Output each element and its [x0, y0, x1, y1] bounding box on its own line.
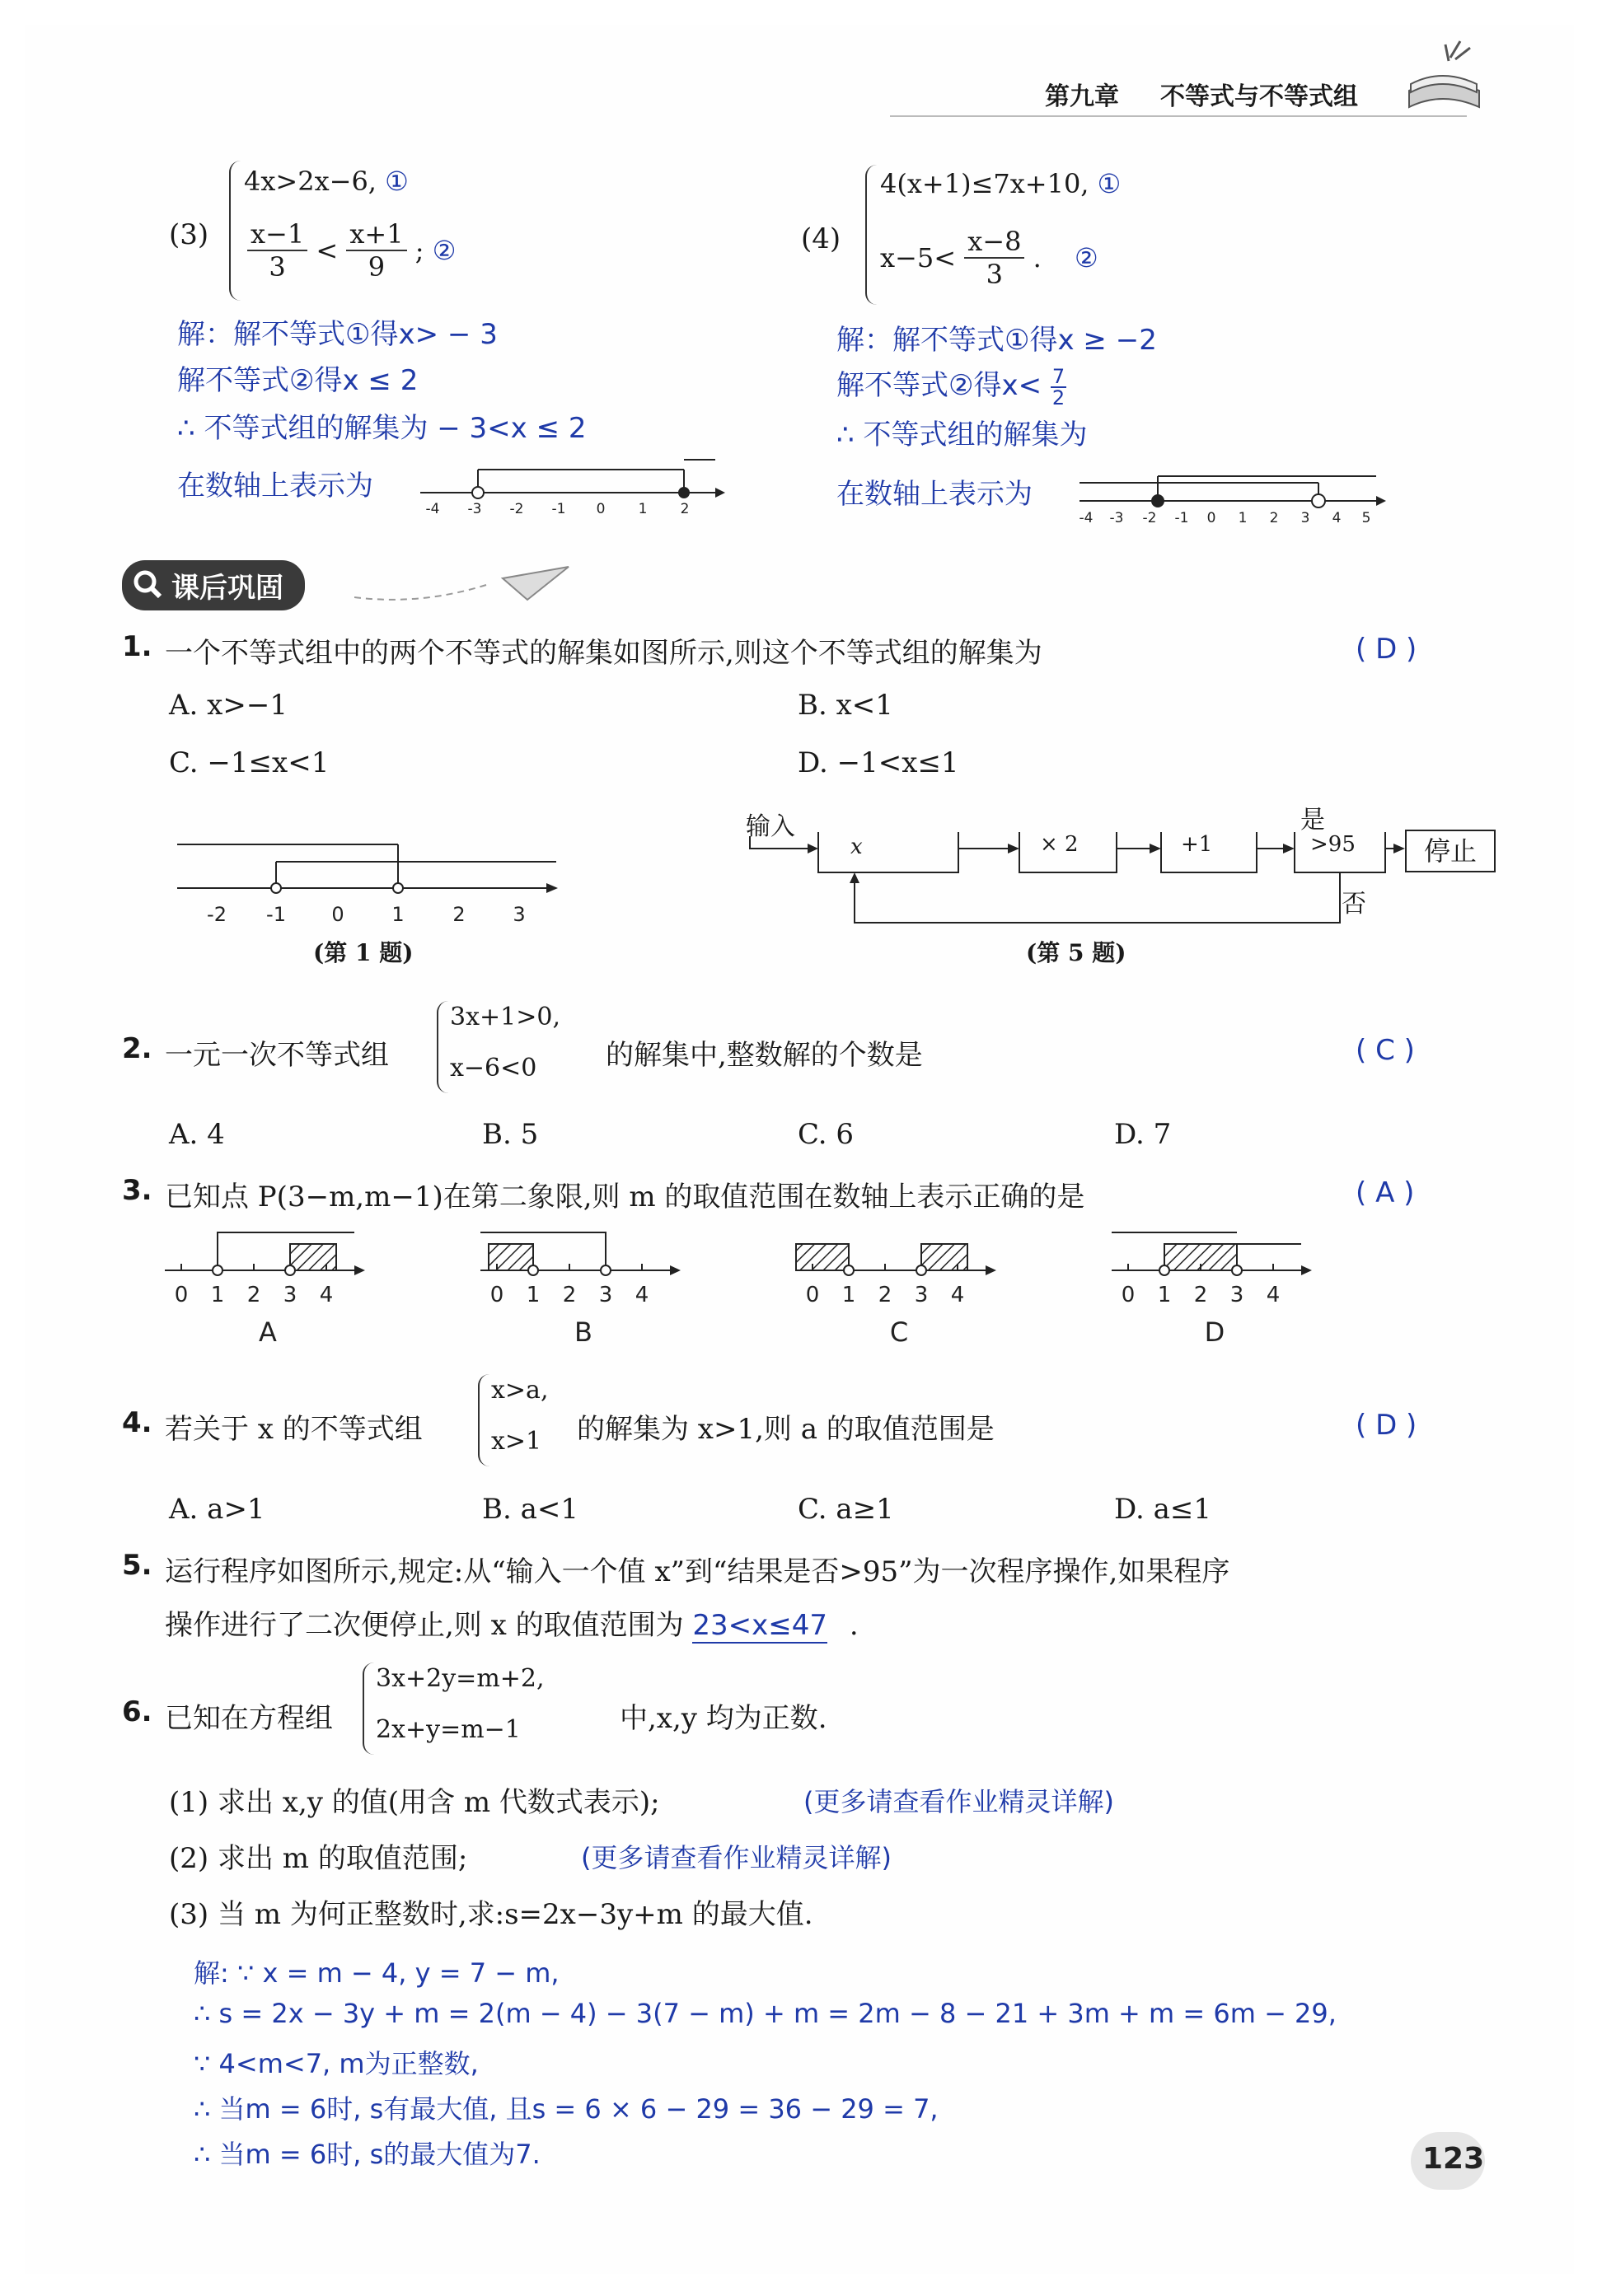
- q1-number-line: [169, 832, 564, 931]
- q5-line2-row: [165, 1602, 859, 1643]
- q2-post: 的解集中,整数解的个数是: [606, 1039, 923, 1072]
- flow-box-times2: × 2: [1040, 832, 1079, 857]
- p4-brace: [865, 165, 878, 305]
- book-icon: [1401, 33, 1492, 124]
- p3-sol1: 解：解不等式①得x> − 3: [177, 318, 498, 351]
- q6-brace: [363, 1662, 376, 1755]
- q4-system: [478, 1374, 577, 1466]
- p4-tick: -3: [1109, 510, 1124, 526]
- q1-tick: 3: [513, 903, 526, 926]
- q1-tick: 0: [331, 903, 344, 926]
- q4-pre: 若关于 x 的不等式组: [165, 1413, 423, 1446]
- q4-post: 的解集为 x>1,则 a 的取值范围是: [577, 1413, 995, 1446]
- q1-number: 1.: [122, 630, 152, 663]
- p3-tick: -2: [509, 501, 524, 517]
- q5-line2: 操作进行了二次便停止,则 x 的取值范围为: [165, 1609, 684, 1642]
- p4-sol2-den: 2: [1051, 386, 1065, 409]
- q6-sub1-answer: (更多请查看作业精灵详解): [803, 1786, 1114, 1817]
- p3-eq1-mark: ①: [385, 166, 409, 197]
- p4-eq2-num: x−8: [964, 226, 1024, 259]
- q2-option-a: A. 4: [169, 1118, 225, 1151]
- q3-tick: 2: [1193, 1283, 1208, 1307]
- p3-eq2-left-num: x−1: [247, 218, 307, 251]
- q2-option-b: B. 5: [482, 1118, 539, 1151]
- q6-solution-line: ∴ 当m = 6时, s的最大值为7.: [194, 2139, 541, 2170]
- chapter-title: 不等式与不等式组: [1160, 82, 1358, 111]
- q1-option-d: D. −1<x≤1: [798, 746, 959, 779]
- q4-answer: ( D ): [1356, 1409, 1417, 1442]
- q6-eq1: 3x+2y=m+2,: [376, 1664, 545, 1693]
- p4-tick: 3: [1300, 510, 1310, 526]
- q3-tick: 2: [562, 1283, 577, 1307]
- p4-tick: -4: [1079, 510, 1094, 526]
- p3-sol3: ∴ 不等式组的解集为 − 3<x ≤ 2: [177, 412, 587, 445]
- q2-brace: [437, 1001, 450, 1093]
- flow-no-label: 否: [1342, 890, 1366, 919]
- q3-tick: 0: [805, 1283, 820, 1307]
- q3-number: 3.: [122, 1174, 152, 1207]
- p4-tick: 2: [1269, 510, 1279, 526]
- p4-eq2-tail: .: [1033, 242, 1042, 274]
- q4-eq2: x>1: [491, 1427, 542, 1456]
- q3-label-a: A: [259, 1316, 277, 1348]
- p4-eq1-mark: ①: [1097, 168, 1122, 199]
- q4-eq1: x>a,: [491, 1376, 549, 1405]
- p3-tick: 0: [596, 501, 606, 517]
- q3-option-c-line: [796, 1244, 996, 1275]
- q3-tick: 4: [1266, 1283, 1281, 1307]
- p4-eq1: 4(x+1)≤7x+10,: [880, 168, 1089, 199]
- q4-brace: [478, 1374, 491, 1466]
- p3-eq2-mark: ②: [432, 235, 457, 266]
- q1-tick: 1: [391, 903, 405, 926]
- p4-sol4: 在数轴上表示为: [836, 478, 1033, 511]
- q6-sub1: (1) 求出 x,y 的值(用含 m 代数式表示);: [169, 1786, 660, 1819]
- p3-tick: 1: [638, 501, 648, 517]
- q3-number-lines: [161, 1219, 1331, 1359]
- q3-option-a-line: [165, 1232, 365, 1275]
- p4-eq2-den: 3: [986, 259, 1003, 290]
- q2-pre: 一元一次不等式组: [165, 1039, 389, 1072]
- p3-label: (3): [169, 218, 209, 251]
- q3-tick: 0: [174, 1283, 189, 1307]
- q1-tick: -1: [266, 903, 286, 926]
- section-title: 课后巩固: [171, 572, 283, 605]
- q3-tick: 4: [319, 1283, 334, 1307]
- q2-system: [437, 1001, 602, 1093]
- q3-tick: 4: [950, 1283, 965, 1307]
- p4-tick: 4: [1332, 510, 1342, 526]
- p4-tick: -2: [1142, 510, 1157, 526]
- flow-box-x: x: [850, 835, 863, 859]
- p4-eq2-mark: ②: [1074, 242, 1098, 274]
- q1-option-a: A. x>−1: [169, 689, 288, 722]
- p4-label: (4): [801, 222, 841, 255]
- p3-tick: 2: [680, 501, 690, 517]
- q3-tick: 1: [1157, 1283, 1172, 1307]
- q2-option-d: D. 7: [1114, 1118, 1172, 1151]
- q3-label-c: C: [889, 1316, 909, 1348]
- flow-yes-label: 是: [1300, 806, 1325, 835]
- p3-sol2: 解不等式②得x ≤ 2: [177, 364, 419, 397]
- p4-number-line: [1071, 453, 1401, 527]
- flow-input-label: 输入: [746, 812, 795, 841]
- q1-option-c: C. −1≤x<1: [169, 746, 330, 779]
- q2-eq1: 3x+1>0,: [450, 1003, 560, 1031]
- q6-system: [363, 1662, 610, 1755]
- p4-sol2: 解不等式②得x<: [836, 369, 1042, 402]
- q3-tick: 0: [489, 1283, 504, 1307]
- p4-tick: 5: [1361, 510, 1371, 526]
- q6-solution-line: ∴ s = 2x − 3y + m = 2(m − 4) − 3(7 − m) + m = 2m − 8 − 21 + 3m + m = 6m − 29,: [194, 1998, 1337, 2029]
- q2-number: 2.: [122, 1032, 152, 1065]
- p3-eq2-op: <: [316, 235, 339, 266]
- q4-option-a: A. a>1: [169, 1493, 265, 1526]
- q3-tick: 2: [246, 1283, 261, 1307]
- q3-option-d-line: [1112, 1232, 1312, 1275]
- p3-eq2-tail: ;: [414, 235, 424, 266]
- p4-tick: -1: [1174, 510, 1189, 526]
- header-divider: [890, 115, 1467, 117]
- q6-pre: 已知在方程组: [165, 1702, 333, 1735]
- page-number: 123: [1422, 2142, 1485, 2176]
- flow-stop-box: 停止: [1405, 830, 1496, 872]
- q5-number: 5.: [122, 1549, 152, 1582]
- q6-post: 中,x,y 均为正数.: [620, 1702, 827, 1735]
- q6-sub2-answer: (更多请查看作业精灵详解): [581, 1842, 892, 1873]
- p4-tick: 1: [1238, 510, 1248, 526]
- q3-label-d: D: [1204, 1316, 1225, 1348]
- q6-sub2: (2) 求出 m 的取值范围;: [169, 1842, 468, 1875]
- p3-tick: -1: [551, 501, 566, 517]
- p4-sol2-num: 7: [1051, 364, 1065, 388]
- p4-eq2: x−5<: [880, 242, 957, 274]
- p4-sol1: 解：解不等式①得x ≥ −2: [836, 324, 1157, 357]
- q2-option-c: C. 6: [798, 1118, 855, 1151]
- q5-line1: 运行程序如图所示,规定:从“输入一个值 x”到“结果是否>95”为一次程序操作,如果程序: [165, 1555, 1230, 1588]
- q3-tick: 1: [210, 1283, 225, 1307]
- p3-eq1: 4x>2x−6,: [244, 166, 377, 197]
- paper-plane-icon: [354, 560, 585, 610]
- q6-number: 6.: [122, 1695, 152, 1728]
- p3-eq2-right-den: 9: [368, 251, 386, 283]
- q3-tick: 3: [598, 1283, 613, 1307]
- search-icon: [132, 568, 165, 601]
- q2-eq2: x−6<0: [450, 1054, 537, 1083]
- q1-text: 一个不等式组中的两个不等式的解集如图所示,则这个不等式组的解集为: [165, 637, 1042, 670]
- p4-sol3: ∴ 不等式组的解集为: [836, 419, 1088, 451]
- q6-solution-line: ∵ 4<m<7, m为正整数,: [194, 2048, 479, 2079]
- p3-sol4: 在数轴上表示为: [177, 470, 373, 503]
- q1-tick: -2: [207, 903, 227, 926]
- q3-option-b-line: [480, 1232, 681, 1275]
- q3-tick: 2: [878, 1283, 892, 1307]
- q3-answer: ( A ): [1356, 1176, 1415, 1209]
- q3-label-b: B: [574, 1316, 592, 1348]
- p3-eq2-right-num: x+1: [346, 218, 406, 251]
- p4-system: [865, 165, 1261, 305]
- q1-fig-caption: (第 1 题): [313, 939, 414, 966]
- p3-number-line: [412, 451, 725, 517]
- q3-tick: 3: [283, 1283, 297, 1307]
- q5-answer: 23<x≤47: [692, 1609, 828, 1642]
- p3-tick: -3: [467, 501, 482, 517]
- p3-eq2-left-den: 3: [269, 251, 286, 283]
- q1-option-b: B. x<1: [798, 689, 893, 722]
- q4-option-c: C. a≥1: [798, 1493, 894, 1526]
- q4-number: 4.: [122, 1406, 152, 1439]
- q6-solution-line: 解: ∵ x = m − 4, y = 7 − m,: [194, 1957, 560, 1989]
- q4-option-b: B. a<1: [482, 1493, 578, 1526]
- flow-box-plus1: +1: [1181, 832, 1213, 857]
- q3-tick: 1: [841, 1283, 856, 1307]
- p4-sol2-row: [836, 362, 1066, 408]
- p3-tick: -4: [425, 501, 440, 517]
- q6-sub3: (3) 当 m 为何正整数时,求:s=2x−3y+m 的最大值.: [169, 1898, 813, 1931]
- q3-tick: 4: [635, 1283, 649, 1307]
- q1-tick: 2: [452, 903, 466, 926]
- q1-answer: ( D ): [1356, 633, 1417, 666]
- p4-tick: 0: [1206, 510, 1216, 526]
- q5-tail: .: [849, 1609, 859, 1642]
- p3-brace: [229, 161, 242, 301]
- q3-text: 已知点 P(3−m,m−1)在第二象限,则 m 的取值范围在数轴上表示正确的是: [165, 1181, 1085, 1213]
- p3-system: [229, 161, 501, 301]
- q3-tick: 1: [526, 1283, 541, 1307]
- q3-tick: 3: [1229, 1283, 1244, 1307]
- chapter-label: 第九章: [1045, 82, 1119, 111]
- q6-eq2: 2x+y=m−1: [376, 1715, 521, 1744]
- flow-box-compare: >95: [1310, 832, 1356, 857]
- q3-tick: 3: [914, 1283, 929, 1307]
- q5-fig-caption: (第 5 题): [1026, 939, 1126, 966]
- q3-tick: 0: [1121, 1283, 1136, 1307]
- q6-solution-line: ∴ 当m = 6时, s有最大值, 且s = 6 × 6 − 29 = 36 − 29 = 7,: [194, 2093, 939, 2125]
- q4-option-d: D. a≤1: [1114, 1493, 1212, 1526]
- q2-answer: ( C ): [1356, 1034, 1415, 1067]
